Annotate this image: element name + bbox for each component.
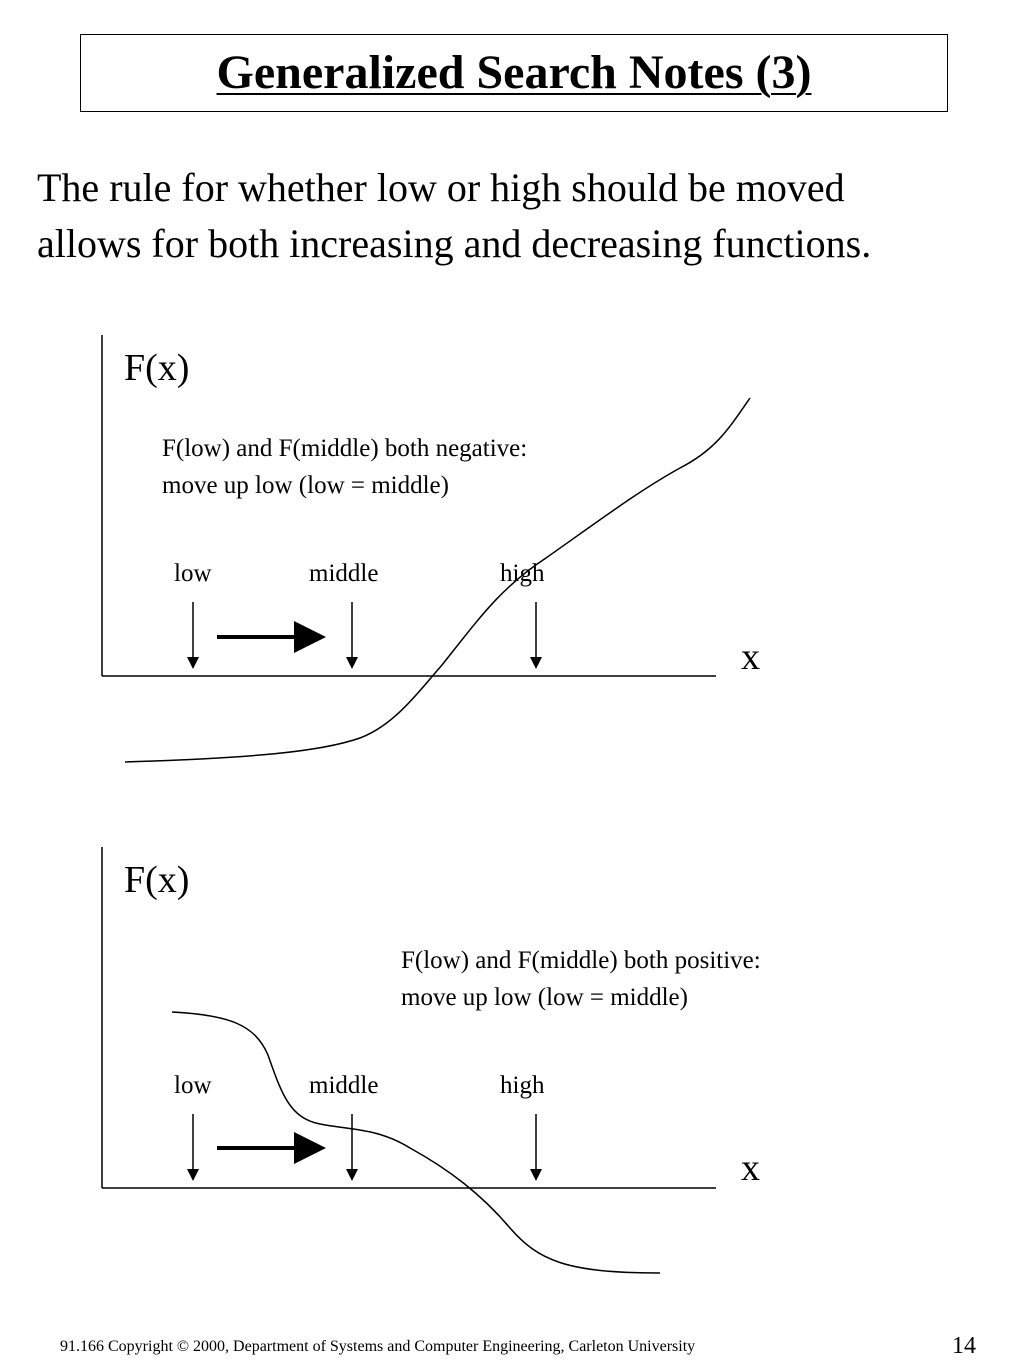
slide-title: Generalized Search Notes (3) — [216, 46, 812, 99]
middle-pointer-label: middle — [309, 1072, 379, 1099]
high-pointer-label: high — [500, 1072, 545, 1099]
high-pointer-label: high — [500, 560, 545, 587]
note-line-2: move up low (low = middle) — [162, 472, 449, 499]
intro-text — [37, 160, 1007, 272]
low-pointer-label: low — [174, 1072, 212, 1099]
diagram-increasing — [0, 320, 1024, 790]
note-line-2: move up low (low = middle) — [401, 984, 688, 1011]
y-axis-label: F(x) — [124, 859, 190, 901]
function-curve — [172, 1012, 660, 1273]
middle-pointer-label: middle — [309, 560, 379, 587]
title-box — [80, 34, 948, 112]
intro-line-1: The rule for whether low or high should be moved — [37, 165, 845, 210]
note-line-1: F(low) and F(middle) both positive: — [401, 947, 761, 974]
x-axis-label: x — [741, 636, 760, 678]
intro-line-2: allows for both increasing and decreasing functions. — [37, 221, 872, 266]
footer-copyright: 91.166 Copyright © 2000, Department of Systems and Computer Engineering, Carleton University — [60, 1338, 696, 1355]
note-line-1: F(low) and F(middle) both negative: — [162, 435, 528, 462]
page-number: 14 — [952, 1333, 976, 1359]
x-axis-label: x — [741, 1147, 760, 1189]
diagram-decreasing — [0, 840, 1024, 1290]
low-pointer-label: low — [174, 560, 212, 587]
y-axis-label: F(x) — [124, 347, 190, 389]
